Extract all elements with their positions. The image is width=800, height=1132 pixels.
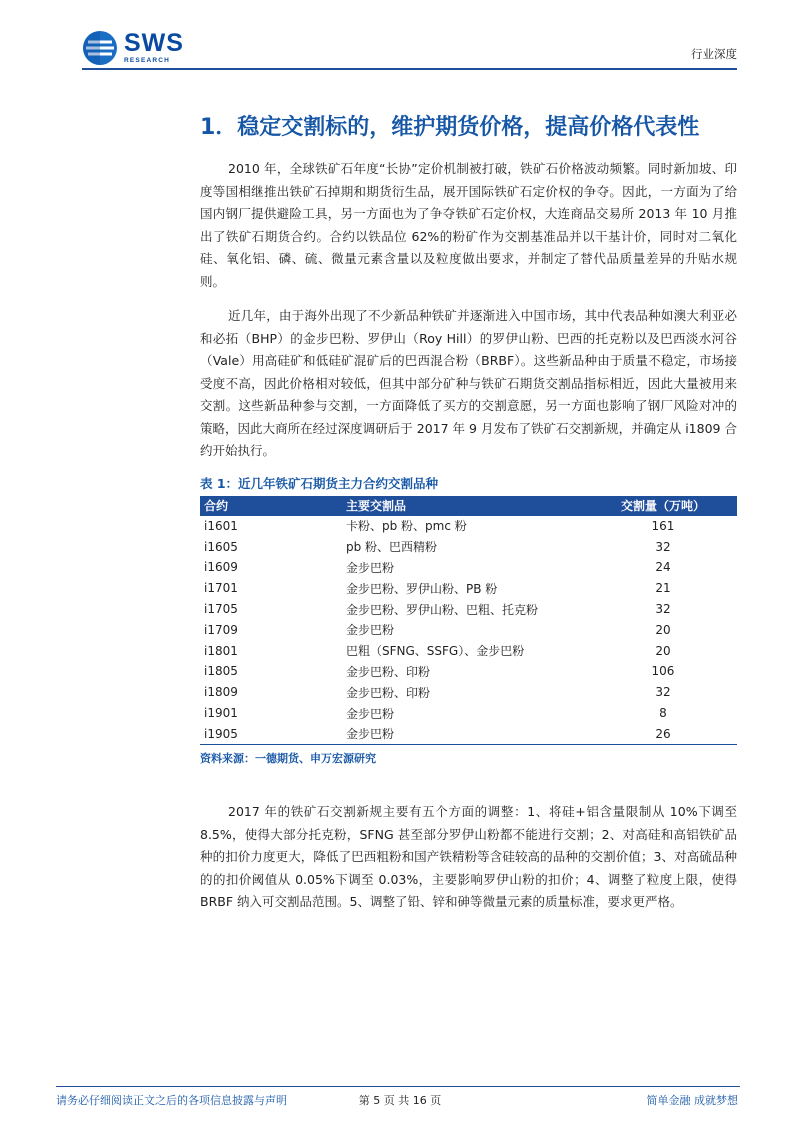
logo-text: SWS (124, 29, 184, 58)
cell-volume: 8 (659, 706, 667, 721)
cell-volume: 20 (655, 622, 671, 637)
table-row (200, 619, 737, 640)
table-row (200, 578, 737, 599)
cell-volume: 32 (655, 602, 671, 617)
delivery-table (200, 496, 737, 746)
section-heading: 1．稳定交割标的，维护期货价格，提高价格代表性 (200, 115, 700, 140)
header-product: 主要交割品 (342, 496, 589, 516)
header-volume: 交割量（万吨） (589, 496, 737, 516)
cell-product: 金步巴粉、印粉 (345, 664, 430, 679)
table-header-row (200, 496, 737, 516)
cell-volume: 32 (655, 539, 671, 554)
table-row (200, 599, 737, 620)
cell-contract: i1801 (204, 643, 238, 658)
header-divider (82, 68, 737, 70)
cell-volume: 161 (651, 518, 675, 533)
cell-product: 金步巴粉、印粉 (345, 685, 430, 700)
cell-volume: 32 (655, 685, 671, 700)
table-row (200, 661, 737, 682)
cell-product: 金步巴粉 (345, 706, 394, 721)
table-row (200, 682, 737, 703)
footer-disclaimer: 请务必仔细阅读正文之后的各项信息披露与声明 (56, 1094, 287, 1107)
section-label: 行业深度 (691, 47, 737, 61)
table-source: 资料来源：一德期货、申万宏源研究 (200, 752, 376, 766)
cell-product: 金步巴粉 (345, 623, 394, 638)
cell-volume: 21 (655, 581, 671, 596)
cell-contract: i1905 (200, 723, 342, 744)
cell-product: 巴粗（SFNG、SSFG）、金步巴粉 (345, 644, 525, 659)
table-row (200, 723, 737, 744)
cell-volume: 24 (655, 560, 671, 575)
page-header (0, 0, 800, 90)
cell-product: 金步巴粉、罗伊山粉、PB 粉 (345, 581, 498, 596)
table-title: 表 1：近几年铁矿石期货主力合约交割品种 (200, 475, 439, 491)
cell-volume: 20 (655, 643, 671, 658)
table-row (200, 536, 737, 557)
cell-product: pb 粉、巴西精粉 (345, 540, 438, 555)
paragraph-3: 2017 年的铁矿石交割新规主要有五个方面的调整：1、将硅+铝含量限制从 10%下调至 8.5%，使得大部分托克粉，SFNG 甚至部分罗伊山粉都不能进行交割；2、对高硅和高铝铁矿品种的扣价力度更大，降低了巴西粗粉和国产铁精粉等含硅较高的品种的交割价值；3、对高硫品种的的扣价阈值从 0.05%下调至 0.03%，主要影响罗伊山粉的扣价；4、调整了粒度上限，使得 BRBF 纳入可交割品范围。5、调整了铅、锌和砷等微量元素的质量标准，要求更严格。 (200, 804, 737, 910)
cell-product: 金步巴粉 (342, 723, 589, 744)
cell-product: 卡粉、pb 粉、pmc 粉 (345, 519, 467, 534)
cell-volume: 26 (589, 723, 737, 744)
table-row (200, 557, 737, 578)
main-content (200, 100, 737, 926)
cell-product: 金步巴粉、罗伊山粉、巴粗、托克粉 (345, 602, 538, 617)
cell-contract: i1709 (204, 622, 238, 637)
cell-contract: i1601 (204, 518, 238, 533)
footer-divider (56, 1086, 740, 1087)
paragraph-2: 近几年，由于海外出现了不少新品种铁矿并逐渐进入中国市场，其中代表品种如澳大利亚必和必拓（BHP）的金步巴粉、罗伊山（Roy Hill）的罗伊山粉、巴西的托克粉以及巴西淡水河谷（Vale）用高硅矿和低硅矿混矿后的巴西混合粉（BRBF）。这些新品种由于质量不稳定，市场接受度不高，因此价格相对较低，但其中部分矿种与铁矿石期货交割品指标相近，因此大量被用来交割。这些新品种参与交割，一方面降低了买方的交割意愿，另一方面也影响了钢厂风险对冲的策略，因此大商所在经过深度调研后于 2017 年 9 月发布了铁矿石交割新规，并确定从 i1809 合约开始执行。 (200, 308, 737, 458)
table-row (200, 703, 737, 724)
cell-contract: i1901 (204, 706, 238, 721)
table-row (200, 516, 737, 537)
cell-product: 金步巴粉 (345, 560, 394, 575)
cell-contract: i1805 (204, 664, 238, 679)
sws-logo-icon (82, 30, 118, 66)
footer-slogan: 简单金融 成就梦想 (646, 1094, 738, 1107)
cell-contract: i1605 (204, 539, 238, 554)
cell-contract: i1705 (204, 602, 238, 617)
header-contract: 合约 (200, 496, 342, 516)
cell-volume: 106 (651, 664, 675, 679)
paragraph-1: 2010 年，全球铁矿石年度“长协”定价机制被打破，铁矿石价格波动频繁。同时新加坡、印度等国相继推出铁矿石掉期和期货衍生品，展开国际铁矿石定价权的争夺。因此，一方面为了给国内钢厂提供避险工具，另一方面也为了争夺铁矿石定价权，大连商品交易所 2013 年 10 月推出了铁矿石期货合约。合约以铁品位 62%的粉矿作为交割基准品并以干基计价，同时对二氧化硅、氧化铝、磷、硫、微量元素含量以及粒度做出要求，并制定了替代品质量差异的升贴水规则。 (200, 161, 737, 289)
page-number: 第 5 页 共 16 页 (358, 1094, 442, 1107)
cell-contract: i1809 (204, 685, 238, 700)
sws-logo (82, 30, 184, 66)
cell-contract: i1701 (204, 581, 238, 596)
table-row (200, 640, 737, 661)
cell-contract: i1609 (204, 560, 238, 575)
logo-subtext: RESEARCH (124, 57, 171, 65)
